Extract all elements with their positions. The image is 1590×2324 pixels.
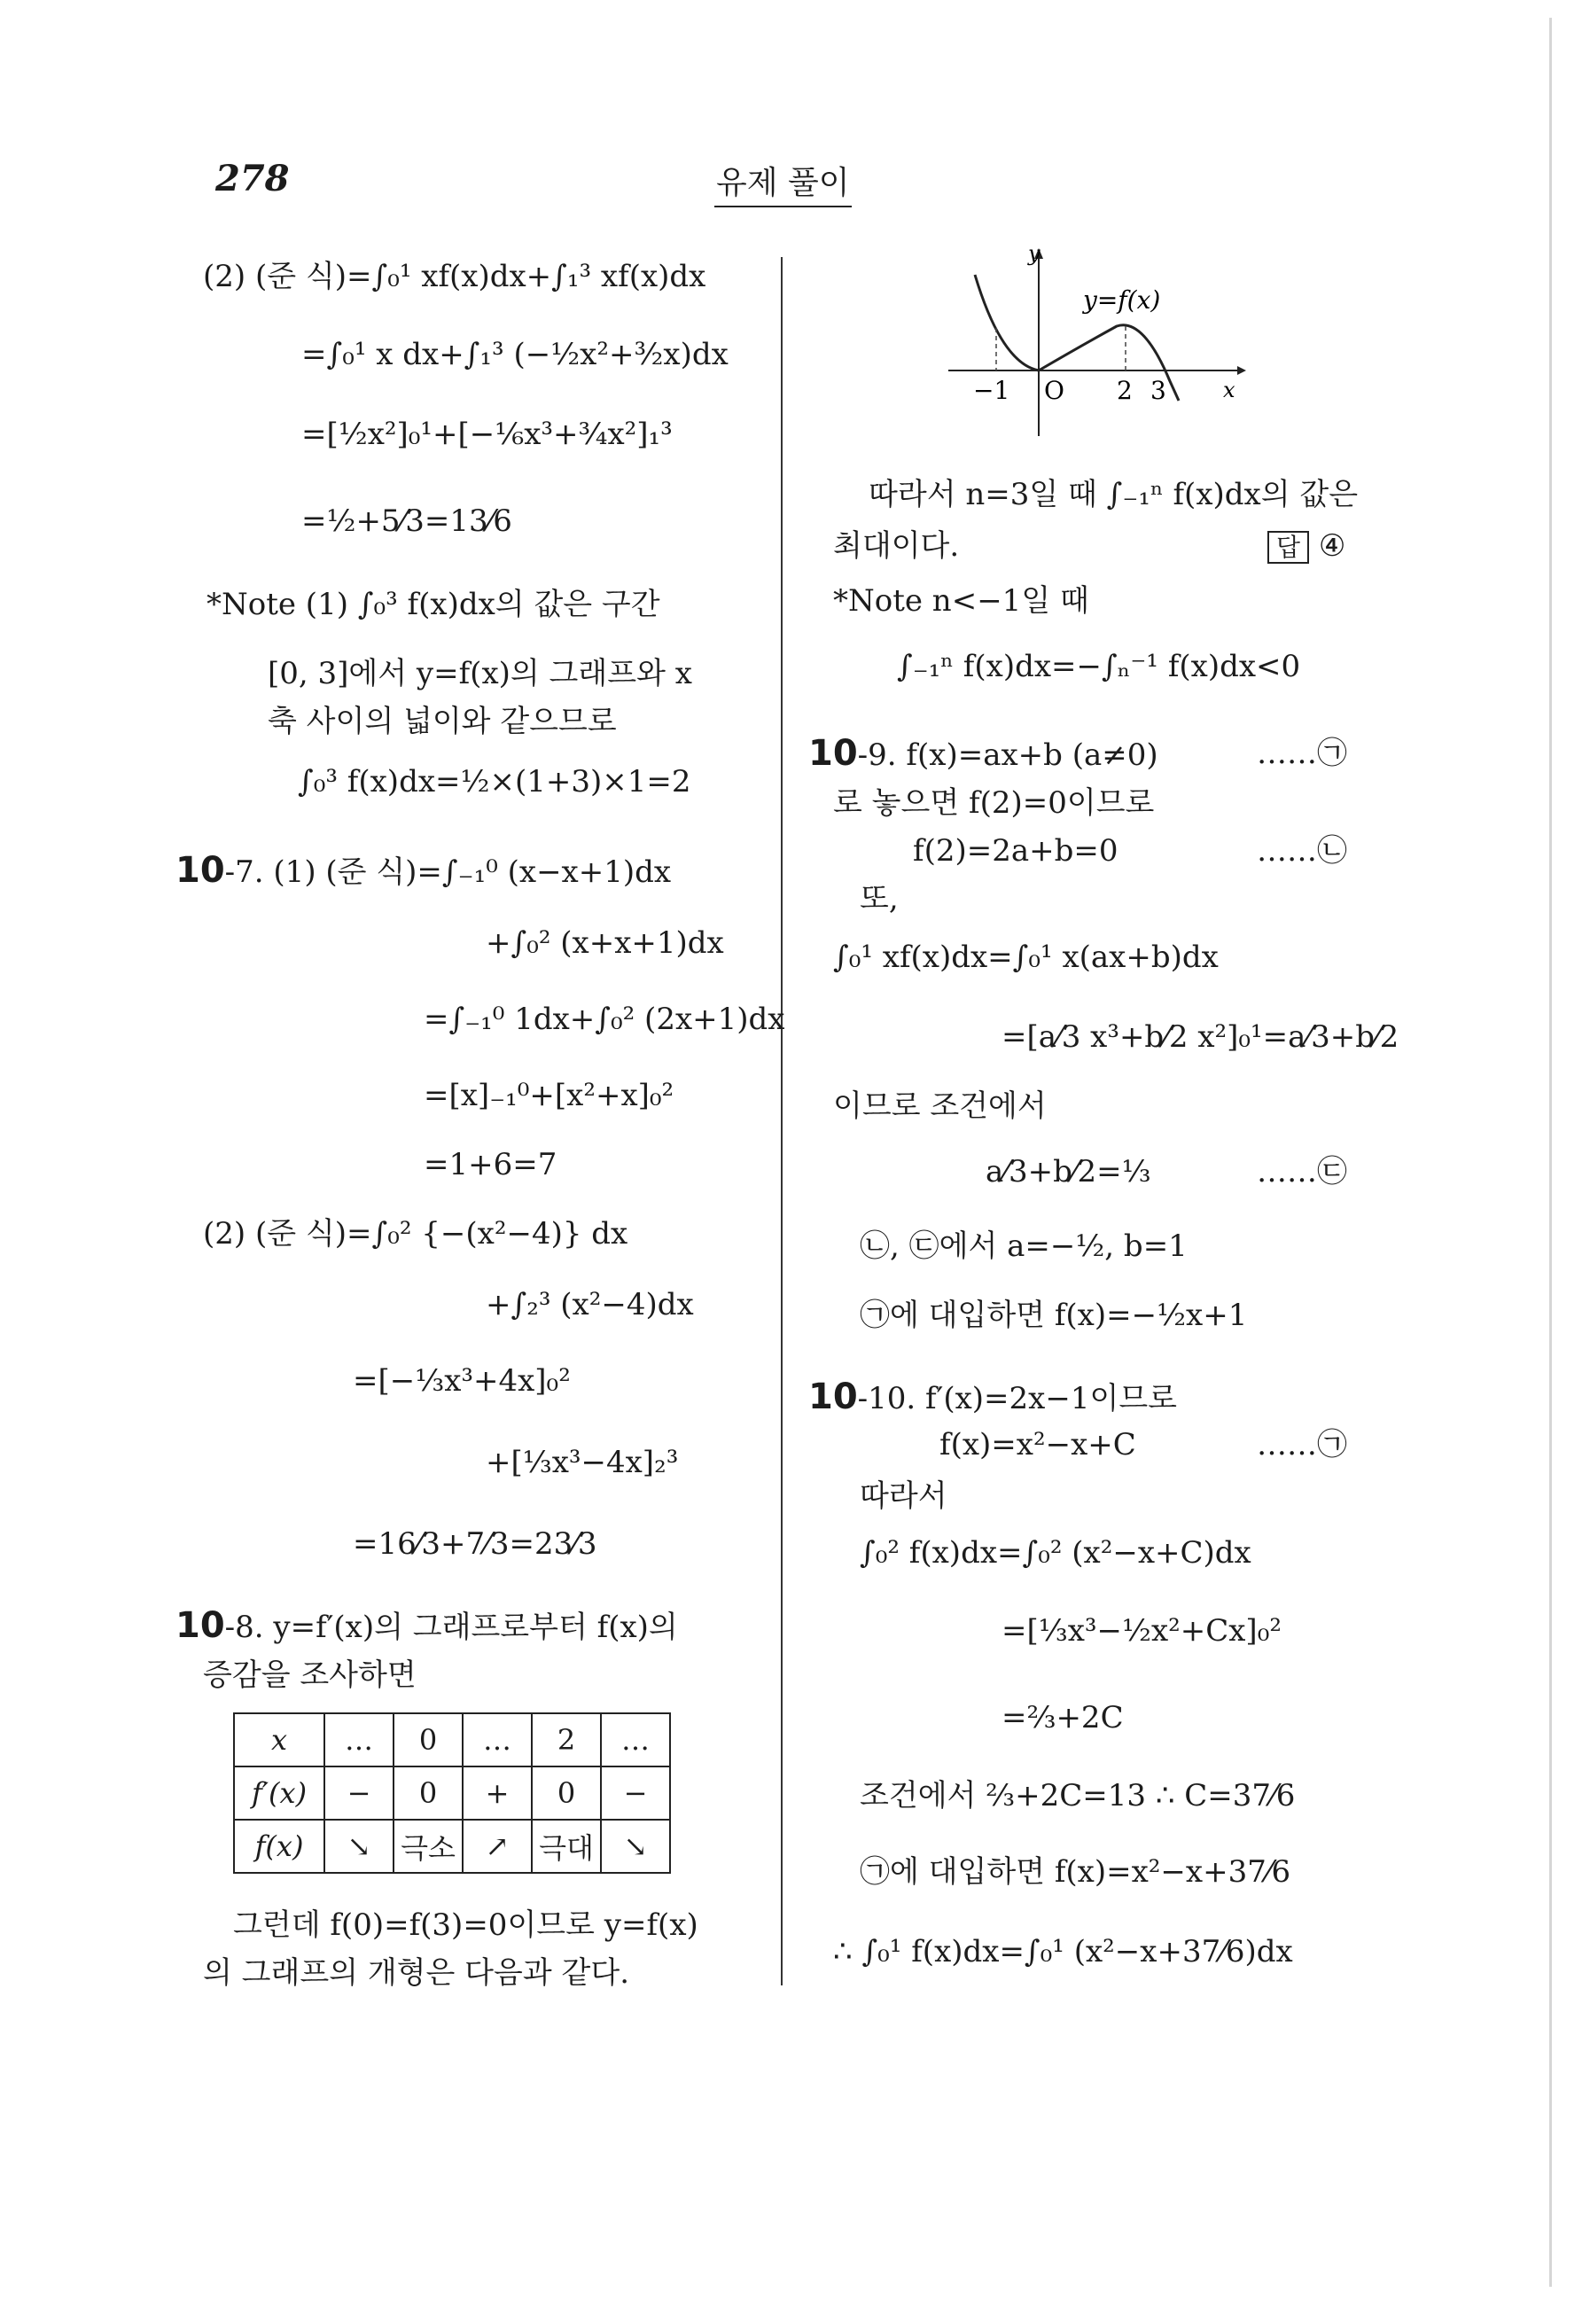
column-divider <box>781 257 783 1985</box>
left-line-14: (2) (준 식)=∫₀² {−(x²−4)} dx <box>203 1216 628 1252</box>
right-line-9: 로 놓으면 f(2)=0이므로 <box>833 785 1155 821</box>
table-cell: + <box>463 1766 532 1820</box>
right-line-18: ㉡, ㉢에서 a=−½, b=1 <box>860 1228 1188 1264</box>
left-line-12: =[x]₋₁⁰+[x²+x]₀² <box>424 1078 674 1113</box>
left-line-3: =[½x²]₀¹+[−⅙x³+¾x²]₁³ <box>301 417 673 452</box>
right-line-1: 따라서 n=3일 때 ∫₋₁ⁿ f(x)dx의 값은 <box>869 477 1359 512</box>
curve-label: y=f(x) <box>1083 285 1161 315</box>
left-line-17: +[⅓x³−4x]₂³ <box>486 1445 679 1480</box>
problem-10-10-row <box>808 1377 1177 1418</box>
tick-label: 2 <box>1117 376 1133 405</box>
left-line-9: (1) (준 식)=∫₋₁⁰ (x−x+1)dx <box>273 854 672 890</box>
left-line-4: =½+5⁄3=13⁄6 <box>301 503 512 539</box>
table-cell: f′(x) <box>234 1766 324 1820</box>
right-line-10: f(2)=2a+b=0 <box>913 833 1118 869</box>
problem-suffix: -9. <box>857 737 897 773</box>
right-line-25: =[⅓x³−½x²+Cx]₀² <box>1002 1613 1282 1649</box>
left-line-10: +∫₀² (x+x+1)dx <box>486 925 724 961</box>
answer-row <box>1267 526 1345 567</box>
tick-label: O <box>1044 376 1064 405</box>
right-line-12: 또, <box>860 881 899 916</box>
left-line-21: 그런데 f(0)=f(3)=0이므로 y=f(x) <box>233 1907 698 1943</box>
table-cell: 2 <box>532 1713 601 1766</box>
right-line-16: a⁄3+b⁄2=⅓ <box>986 1154 1151 1189</box>
right-line-19: ㉠에 대입하면 f(x)=−½x+1 <box>860 1298 1248 1333</box>
table-cell: … <box>324 1713 394 1766</box>
right-line-23: 따라서 <box>860 1478 947 1514</box>
table-cell: … <box>601 1713 670 1766</box>
problem-number: 10 <box>808 733 858 774</box>
note-line-1: *Note (1) ∫₀³ f(x)dx의 값은 구간 <box>207 587 660 622</box>
table-cell: − <box>601 1766 670 1820</box>
function-graph <box>939 239 1259 443</box>
x-axis-arrow-icon <box>1237 366 1246 375</box>
x-axis-label: x <box>1223 378 1235 402</box>
left-line-1: (2) (준 식)=∫₀¹ xf(x)dx+∫₁³ xf(x)dx <box>203 259 706 294</box>
right-line-2: 최대이다. <box>833 528 960 564</box>
left-line-18: =16⁄3+7⁄3=23⁄3 <box>353 1526 597 1562</box>
right-line-15: 이므로 조건에서 <box>833 1088 1047 1124</box>
note-line-3: 축 사이의 넓이와 같으므로 <box>268 704 617 739</box>
left-line-15: +∫₂³ (x²−4)dx <box>486 1287 694 1322</box>
right-line-13: ∫₀¹ xf(x)dx=∫₀¹ x(ax+b)dx <box>833 940 1219 975</box>
problem-suffix: -8. <box>224 1610 264 1645</box>
left-line-16: =[−⅓x³+4x]₀² <box>353 1363 571 1399</box>
table-row <box>234 1820 670 1873</box>
right-line-14: =[a⁄3 x³+b⁄2 x²]₀¹=a⁄3+b⁄2 <box>1002 1019 1399 1055</box>
right-line-28: ㉠에 대입하면 f(x)=x²−x+37⁄6 <box>860 1854 1291 1890</box>
problem-number: 10 <box>175 1605 225 1646</box>
right-line-26: =⅔+2C <box>1002 1700 1124 1735</box>
right-line-note-eq: ∫₋₁ⁿ f(x)dx=−∫ₙ⁻¹ f(x)dx<0 <box>897 649 1301 684</box>
table-cell: 극대 <box>532 1820 601 1873</box>
table-cell: ↘ <box>601 1820 670 1873</box>
table-cell: 극소 <box>394 1820 463 1873</box>
problem-number: 10 <box>175 850 225 891</box>
page-number: 278 <box>215 158 290 199</box>
table-cell: … <box>463 1713 532 1766</box>
tick-label: 3 <box>1150 376 1166 405</box>
table-cell: ↗ <box>463 1820 532 1873</box>
problem-10-9-row <box>808 734 1158 775</box>
left-line-13: =1+6=7 <box>424 1147 557 1182</box>
y-axis-label: y <box>1028 241 1041 266</box>
table-row <box>234 1766 670 1820</box>
right-line-note: *Note n<−1일 때 <box>833 583 1089 619</box>
problem-suffix: -7. <box>224 854 264 890</box>
table-row <box>234 1713 670 1766</box>
answer-badge: 답 <box>1267 531 1309 564</box>
problem-number: 10 <box>808 1376 858 1417</box>
table-cell: − <box>324 1766 394 1820</box>
scan-edge-line <box>1549 18 1552 2287</box>
right-marker-2: ……㉡ <box>1257 833 1347 869</box>
right-line-29: ∴ ∫₀¹ f(x)dx=∫₀¹ (x²−x+37⁄6)dx <box>833 1934 1293 1969</box>
right-marker-1: ……㉠ <box>1257 736 1347 771</box>
problem-10-8-row <box>175 1606 678 1647</box>
left-line-11: =∫₋₁⁰ 1dx+∫₀² (2x+1)dx <box>424 1002 785 1037</box>
left-line-19: y=f′(x)의 그래프로부터 f(x)의 <box>273 1610 678 1645</box>
table-cell: f(x) <box>234 1820 324 1873</box>
left-line-22: 의 그래프의 개형은 다음과 같다. <box>203 1955 630 1991</box>
problem-10-7-row <box>175 851 671 892</box>
right-marker-3: ……㉢ <box>1257 1154 1347 1189</box>
problem-suffix: -10. <box>857 1381 916 1416</box>
table-cell: ↘ <box>324 1820 394 1873</box>
table-cell: 0 <box>394 1766 463 1820</box>
right-line-24: ∫₀² f(x)dx=∫₀² (x²−x+C)dx <box>860 1535 1251 1571</box>
left-line-20: 증감을 조사하면 <box>203 1657 417 1693</box>
right-line-20: f′(x)=2x−1이므로 <box>925 1381 1178 1416</box>
answer-value: ④ <box>1318 528 1346 564</box>
table-cell: 0 <box>532 1766 601 1820</box>
right-line-21: f(x)=x²−x+C <box>939 1427 1136 1462</box>
increase-decrease-table <box>233 1712 671 1874</box>
note-line-2: [0, 3]에서 y=f(x)의 그래프와 x <box>268 656 692 691</box>
tick-label: −1 <box>973 376 1010 405</box>
page-header-title: 유제 풀이 <box>714 158 852 207</box>
note-line-4: ∫₀³ f(x)dx=½×(1+3)×1=2 <box>298 764 691 799</box>
right-line-27: 조건에서 ⅔+2C=13 ∴ C=37⁄6 <box>860 1778 1296 1813</box>
left-line-2: =∫₀¹ x dx+∫₁³ (−½x²+³⁄₂x)dx <box>301 337 729 372</box>
right-marker-4: ……㉠ <box>1257 1427 1347 1462</box>
table-cell: x <box>234 1713 324 1766</box>
right-line-7: f(x)=ax+b (a≠0) <box>906 737 1158 773</box>
table-cell: 0 <box>394 1713 463 1766</box>
